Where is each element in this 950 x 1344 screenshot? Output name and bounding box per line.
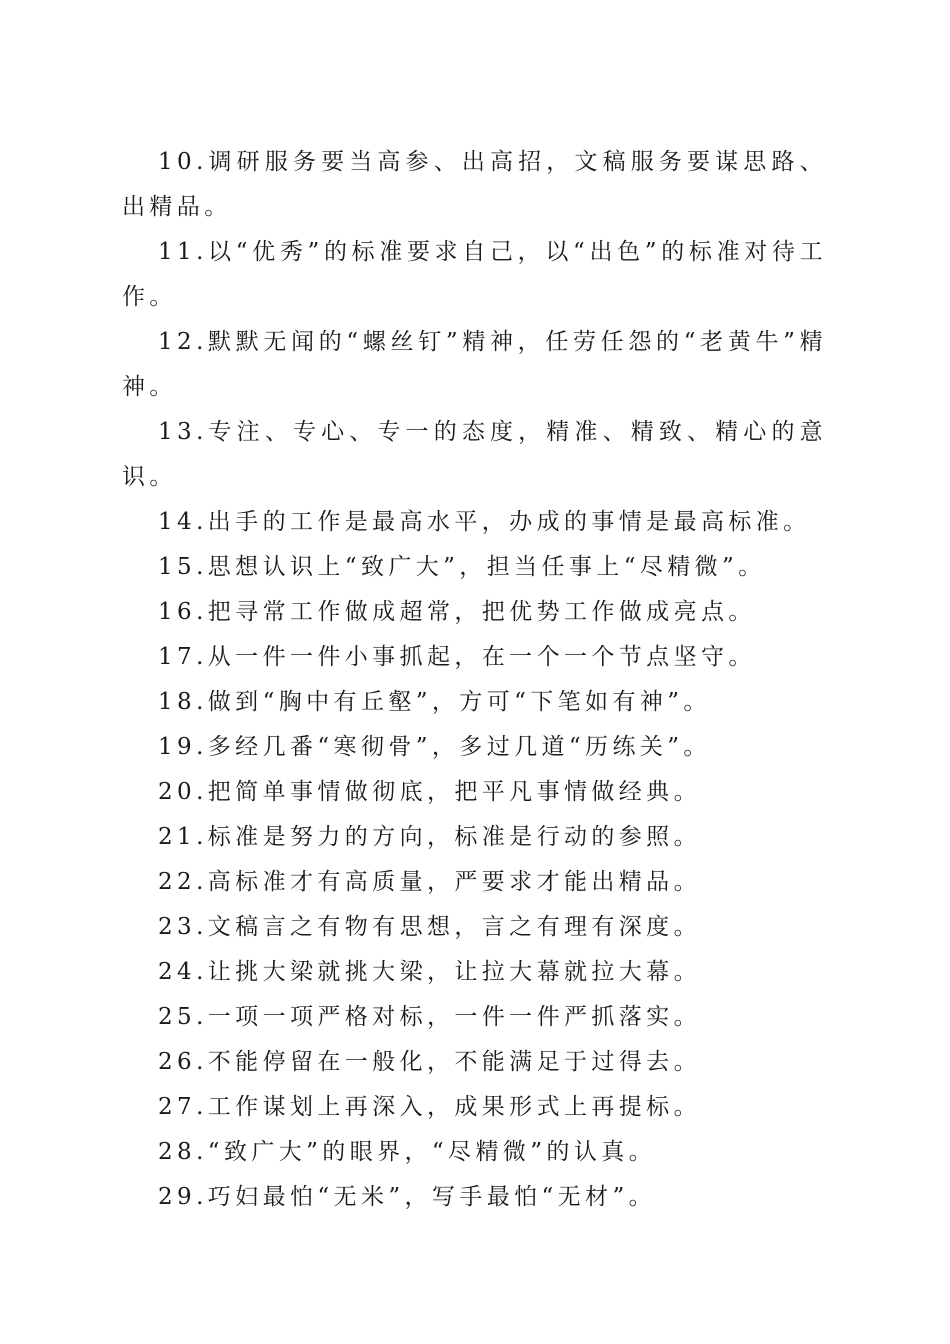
item-number: 24.: [158, 959, 208, 985]
document-body: [122, 140, 827, 1220]
item-text: 巧妇最怕“无米”，写手最怕“无材”。: [207, 1184, 657, 1210]
list-item: [122, 950, 827, 995]
item-number: 29.: [158, 1184, 208, 1210]
item-number: 22.: [158, 869, 208, 895]
item-number: 13.: [158, 419, 208, 445]
item-text: 做到“胸中有丘壑”，方可“下笔如有神”。: [207, 689, 711, 715]
item-number: 17.: [158, 644, 208, 670]
list-item: [122, 410, 827, 500]
item-number: 23.: [158, 914, 208, 940]
list-item: [122, 1175, 827, 1220]
item-number: 25.: [158, 1004, 208, 1030]
list-item: [122, 1040, 827, 1085]
item-text: 不能停留在一般化，不能满足于过得去。: [207, 1049, 701, 1075]
item-number: 14.: [158, 509, 208, 535]
item-text: 调研服务要当高参、出高招，文稿服务要谋思路、出精品。: [122, 149, 827, 220]
list-item: [122, 545, 827, 590]
item-text: “致广大”的眼界，“尽精微”的认真。: [207, 1139, 657, 1165]
list-item: [122, 230, 827, 320]
list-item: [122, 905, 827, 950]
item-text: 高标准才有高质量，严要求才能出精品。: [207, 869, 701, 895]
list-item: [122, 1130, 827, 1175]
item-text: 思想认识上“致广大”，担当任事上“尽精微”。: [207, 554, 766, 580]
item-number: 20.: [158, 779, 208, 805]
item-number: 16.: [158, 599, 208, 625]
item-text: 把寻常工作做成超常，把优势工作做成亮点。: [207, 599, 756, 625]
list-item: [122, 815, 827, 860]
item-text: 标准是努力的方向，标准是行动的参照。: [207, 824, 701, 850]
item-text: 把简单事情做彻底，把平凡事情做经典。: [207, 779, 701, 805]
item-number: 26.: [158, 1049, 208, 1075]
list-item: [122, 1085, 827, 1130]
item-text: 多经几番“寒彻骨”，多过几道“历练关”。: [207, 734, 711, 760]
item-number: 27.: [158, 1094, 208, 1120]
item-number: 19.: [158, 734, 208, 760]
item-number: 28.: [158, 1139, 208, 1165]
list-item: [122, 725, 827, 770]
list-item: [122, 635, 827, 680]
list-item: [122, 140, 827, 230]
item-number: 12.: [158, 329, 208, 355]
item-text: 专注、专心、专一的态度，精准、精致、精心的意识。: [122, 419, 827, 490]
list-item: [122, 590, 827, 635]
item-text: 默默无闻的“螺丝钉”精神，任劳任怨的“老黄牛”精神。: [122, 329, 827, 400]
item-number: 15.: [158, 554, 208, 580]
item-text: 以“优秀”的标准要求自己，以“出色”的标准对待工作。: [122, 239, 827, 310]
list-item: [122, 680, 827, 725]
item-number: 18.: [158, 689, 208, 715]
item-number: 10.: [158, 149, 208, 175]
item-number: 11.: [158, 239, 208, 265]
item-text: 工作谋划上再深入，成果形式上再提标。: [207, 1094, 701, 1120]
list-item: [122, 995, 827, 1040]
item-text: 从一件一件小事抓起，在一个一个节点坚守。: [207, 644, 756, 670]
item-text: 让挑大梁就挑大梁，让拉大幕就拉大幕。: [207, 959, 701, 985]
list-item: [122, 770, 827, 815]
item-number: 21.: [158, 824, 208, 850]
list-item: [122, 320, 827, 410]
item-text: 一项一项严格对标，一件一件严抓落实。: [207, 1004, 701, 1030]
item-text: 文稿言之有物有思想，言之有理有深度。: [207, 914, 701, 940]
item-text: 出手的工作是最高水平，办成的事情是最高标准。: [207, 509, 811, 535]
list-item: [122, 860, 827, 905]
list-item: [122, 500, 827, 545]
